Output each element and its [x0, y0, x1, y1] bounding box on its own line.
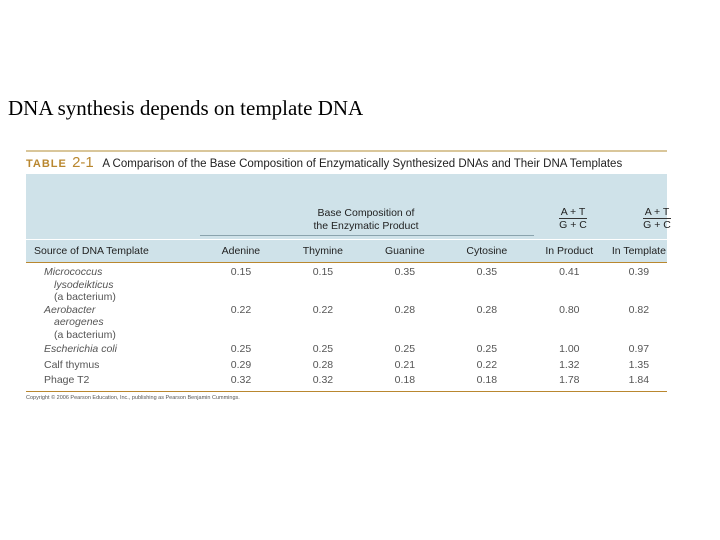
- cell-guanine: 0.25: [394, 343, 416, 355]
- row-source: Aerobacter aerogenes (a bacterium): [44, 303, 116, 341]
- cell-in-template: 1.84: [628, 374, 650, 386]
- col-header-source: Source of DNA Template: [34, 245, 149, 257]
- cell-cytosine: 0.22: [476, 358, 498, 371]
- cell-thymine: 0.22: [312, 303, 334, 316]
- slide-title: DNA synthesis depends on template DNA: [8, 96, 364, 120]
- col-header-guanine: Guanine: [384, 245, 425, 257]
- cell-thymine: 0.28: [312, 358, 334, 371]
- table-row: [26, 263, 667, 304]
- cell-adenine: 0.22: [230, 303, 252, 316]
- table-label: TABLE: [26, 158, 67, 170]
- cell-in-product: 1.78: [559, 374, 580, 386]
- ratio-header-product: A + T G + C: [559, 206, 587, 231]
- cell-cytosine: 0.28: [476, 303, 498, 316]
- col-header-in-template: In Template: [611, 245, 666, 257]
- cell-guanine: 0.35: [394, 266, 416, 278]
- col-header-thymine: Thymine: [302, 245, 343, 257]
- ratio-header-template: A + T G + C: [643, 206, 671, 231]
- table-row: [26, 359, 667, 372]
- group-header: Base Composition of the Enzymatic Product: [313, 207, 419, 232]
- table-row: [26, 304, 667, 342]
- column-headers: [26, 239, 667, 262]
- cell-thymine: 0.25: [312, 343, 334, 355]
- cell-thymine: 0.15: [312, 266, 334, 278]
- cell-cytosine: 0.18: [476, 374, 498, 386]
- cell-in-product: 1.32: [559, 358, 580, 371]
- group-header-rule: [200, 235, 534, 236]
- table-row: [26, 343, 667, 356]
- cell-cytosine: 0.35: [476, 266, 498, 278]
- row-source: Escherichia coli: [44, 343, 117, 355]
- table-caption-text: A Comparison of the Base Composition of Enzymatically Synthesized DNAs and Their DNA Templates: [102, 158, 623, 170]
- cell-cytosine: 0.25: [476, 343, 498, 355]
- table-bottom-rule: [26, 391, 667, 392]
- cell-in-template: 0.97: [628, 343, 650, 355]
- cell-adenine: 0.15: [230, 266, 252, 278]
- row-source: Calf thymus: [44, 358, 100, 371]
- cell-in-product: 0.80: [559, 303, 580, 316]
- cell-guanine: 0.18: [394, 374, 416, 386]
- cell-in-template: 0.39: [628, 266, 650, 278]
- cell-in-template: 1.35: [628, 358, 650, 371]
- cell-guanine: 0.28: [394, 303, 416, 316]
- table-number: 2-1: [72, 154, 94, 171]
- row-source: Phage T2: [44, 374, 90, 386]
- row-source: Micrococcus lysodeikticus (a bacterium): [44, 266, 116, 303]
- cell-in-product: 1.00: [559, 343, 580, 355]
- cell-adenine: 0.32: [230, 374, 252, 386]
- cell-in-product: 0.41: [559, 266, 580, 278]
- col-header-in-product: In Product: [545, 245, 594, 257]
- copyright-credit: Copyright © 2006 Pearson Education, Inc., publishing as Pearson Benjamin Cummings.: [26, 394, 240, 401]
- table-caption: [26, 152, 667, 174]
- cell-in-template: 0.82: [628, 303, 650, 316]
- cell-adenine: 0.29: [230, 358, 252, 371]
- header-band: [26, 174, 671, 239]
- table-row: [26, 374, 667, 387]
- col-header-adenine: Adenine: [221, 245, 261, 257]
- cell-thymine: 0.32: [312, 374, 334, 386]
- cell-adenine: 0.25: [230, 343, 252, 355]
- col-header-cytosine: Cytosine: [466, 245, 508, 257]
- base-composition-table: [26, 150, 671, 401]
- cell-guanine: 0.21: [394, 358, 416, 371]
